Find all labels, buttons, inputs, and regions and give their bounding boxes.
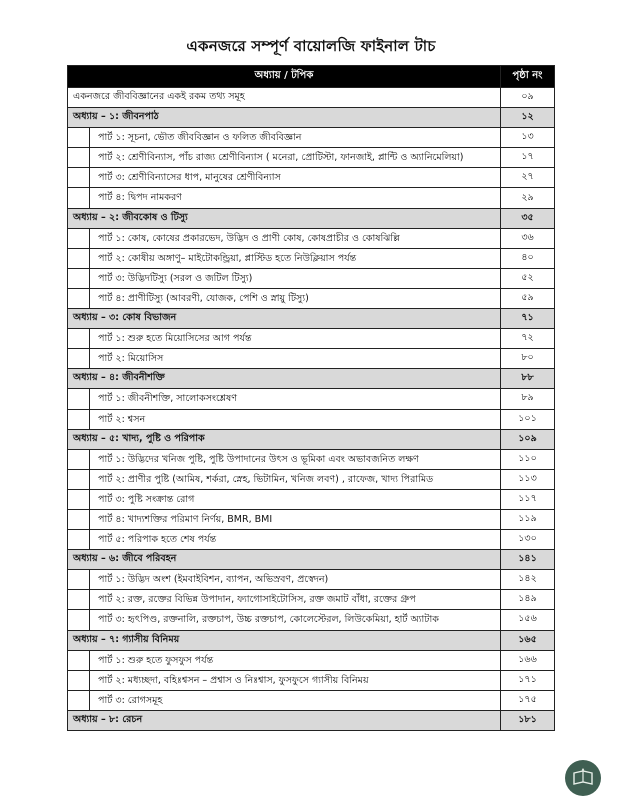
book-emblem-icon — [565, 760, 601, 796]
page-number: ৩৫ — [501, 208, 555, 228]
topic-label: পার্ট ২: প্রাণীর পুষ্টি (আমিষ, শর্করা, স্নেহ, ভিটামিন, খনিজ লবণ) , রাফেজ, খাদ্য পিরামিড — [98, 473, 434, 485]
topic-cell — [68, 128, 501, 148]
topic-label: পার্ট ৪: খাদ্যশক্তির পরিমাণ নির্ণয়, BMR, BMI — [98, 513, 273, 525]
part-row — [68, 530, 555, 550]
toc-body — [68, 88, 555, 731]
page-number: ১০১ — [501, 409, 555, 429]
topic-cell — [68, 309, 501, 329]
indent-spacer — [68, 269, 90, 288]
page-number: ২৯ — [501, 188, 555, 208]
topic-label: পার্ট ২: কোষীয় অঙ্গাণু– মাইটোকন্ড্রিয়া, প্লাস্টিড হতে নিউক্লিয়াস পর্যন্ত — [98, 252, 357, 264]
topic-label: পার্ট ১: জীবনীশক্তি, সালোকসংশ্লেষণ — [98, 393, 237, 405]
page-number: ৭১ — [501, 309, 555, 329]
topic-label: পার্ট ৩: উদ্ভিদটিস্যু (সরল ও জটিল টিস্যু) — [98, 272, 253, 284]
indent-spacer — [68, 570, 90, 589]
indent-spacer — [68, 229, 90, 248]
part-row — [68, 469, 555, 489]
part-row — [68, 489, 555, 509]
indent-spacer — [68, 410, 90, 429]
topic-label: পার্ট ১: সূচনা, ভৌত জীববিজ্ঞান ও ফলিত জীববিজ্ঞান — [98, 132, 302, 144]
part-row — [68, 168, 555, 188]
page-number: ১৪১ — [501, 550, 555, 570]
part-row — [68, 670, 555, 690]
indent-spacer — [68, 691, 90, 710]
part-row — [68, 188, 555, 208]
page-title: একনজরে সম্পূর্ণ বায়োলজি ফাইনাল টাচ — [186, 37, 436, 55]
topic-label: একনজরে জীববিজ্ঞানের একই রকম তথ্য সমূহ — [73, 91, 245, 103]
indent-spacer — [68, 671, 90, 690]
topic-label: পার্ট ৫: পরিপাক হতে শেষ পর্যন্ত — [98, 534, 217, 546]
page-number: ১৬৬ — [501, 650, 555, 670]
page-number: ৭২ — [501, 329, 555, 349]
topic-cell — [68, 590, 501, 610]
part-row — [68, 590, 555, 610]
topic-cell — [68, 268, 501, 288]
part-row — [68, 288, 555, 308]
indent-spacer — [68, 470, 90, 489]
topic-label: পার্ট ২: শ্রেণীবিন্যাস, পাঁচ রাজ্য শ্রেণীবিন্যাস ( মনেরা, প্রোটিস্টা, ফানজাই, প্লান্টি ও অ্যানিমেলিয়া) — [98, 152, 464, 164]
chapter-row — [68, 208, 555, 228]
topic-cell — [68, 88, 501, 108]
topic-cell — [68, 469, 501, 489]
topic-cell — [68, 630, 501, 650]
page-number: ১৭ — [501, 148, 555, 168]
indent-spacer — [68, 168, 90, 187]
page-number: ৮৮ — [501, 369, 555, 389]
topic-cell — [68, 650, 501, 670]
page-number: ১১৭ — [501, 489, 555, 509]
indent-spacer — [68, 188, 90, 207]
chapter-row — [68, 550, 555, 570]
chapter-row — [68, 630, 555, 650]
indent-spacer — [68, 389, 90, 408]
page-number: ২৭ — [501, 168, 555, 188]
part-row — [68, 570, 555, 590]
topic-cell — [68, 389, 501, 409]
page-number: ১৫৬ — [501, 610, 555, 630]
topic-label: পার্ট ১: শুরু হতে ফুসফুস পর্যন্ত — [98, 654, 214, 666]
page-number: ১৭৫ — [501, 690, 555, 710]
page-number: ১১৩ — [501, 469, 555, 489]
part-row — [68, 389, 555, 409]
chapter-label: অধ্যায় – ৪: জীবনীশক্তি — [73, 372, 165, 384]
part-row — [68, 148, 555, 168]
page-number: ১২ — [501, 108, 555, 128]
topic-cell — [68, 509, 501, 529]
page-number: ৮৯ — [501, 389, 555, 409]
part-row — [68, 268, 555, 288]
topic-label: পার্ট ৩: পুষ্টি সংক্রান্ত রোগ — [98, 493, 195, 505]
chapter-label: অধ্যায় – ৫: খাদ্য, পুষ্টি ও পরিপাক — [73, 432, 205, 444]
topic-cell — [68, 148, 501, 168]
part-row — [68, 228, 555, 248]
topic-label: পার্ট ১: কোষ, কোষের প্রকারভেদ, উদ্ভিদ ও প্রাণী কোষ, কোষপ্রাচীর ও কোষঝিল্লি — [98, 232, 400, 244]
topic-label: পার্ট ৩: রোগসমূহ — [98, 694, 163, 706]
page-number: ০৯ — [501, 88, 555, 108]
page-number: ৪০ — [501, 248, 555, 268]
topic-cell — [68, 349, 501, 369]
page-number: ১১৯ — [501, 509, 555, 529]
topic-cell — [68, 108, 501, 128]
chapter-row — [68, 710, 555, 730]
table-header-row — [68, 66, 555, 88]
page-number: ১৪২ — [501, 570, 555, 590]
topic-cell — [68, 248, 501, 268]
page-number: ১১০ — [501, 449, 555, 469]
indent-spacer — [68, 329, 90, 348]
page-number: ৩৬ — [501, 228, 555, 248]
topic-label: পার্ট ২: শ্বসন — [98, 413, 146, 425]
topic-cell — [68, 570, 501, 590]
part-row — [68, 690, 555, 710]
part-row — [68, 509, 555, 529]
chapter-label: অধ্যায় – ৬: জীবে পরিবহন — [73, 553, 177, 565]
topic-label: পার্ট ১: উদ্ভিদ অংশ (ইমবাইবিশন, ব্যাপন, অভিস্রবণ, প্রস্বেদন) — [98, 574, 329, 586]
topic-cell — [68, 489, 501, 509]
page-number: ১৩ — [501, 128, 555, 148]
topic-cell — [68, 530, 501, 550]
part-row — [68, 248, 555, 268]
topic-cell — [68, 228, 501, 248]
indent-spacer — [68, 289, 90, 308]
chapter-label: অধ্যায় – ২: জীবকোষ ও টিস্যু — [73, 211, 188, 223]
topic-cell — [68, 409, 501, 429]
part-row — [68, 128, 555, 148]
indent-spacer — [68, 128, 90, 147]
topic-label: পার্ট ২: মিয়োসিস — [98, 353, 164, 365]
chapter-row — [68, 309, 555, 329]
page-number: ১৩০ — [501, 530, 555, 550]
topic-cell — [68, 369, 501, 389]
topic-label: পার্ট ১: উদ্ভিদের খনিজ পুষ্টি, পুষ্টি উপাদানের উৎস ও ভূমিকা এবং অভাবজনিত লক্ষণ — [98, 453, 419, 465]
chapter-row — [68, 429, 555, 449]
indent-spacer — [68, 450, 90, 469]
topic-label: পার্ট ৩: শ্রেণীবিন্যাসের ধাপ, মানুষের শ্রেণীবিন্যাস — [98, 172, 281, 184]
topic-cell — [68, 429, 501, 449]
topic-cell — [68, 710, 501, 730]
indent-spacer — [68, 349, 90, 368]
topic-cell — [68, 329, 501, 349]
chapter-row — [68, 369, 555, 389]
page-number: ৫২ — [501, 268, 555, 288]
chapter-label: অধ্যায় – ৭: গ্যাসীয় বিনিময় — [73, 633, 180, 645]
topic-cell — [68, 670, 501, 690]
indent-spacer — [68, 590, 90, 609]
toc-table — [67, 65, 555, 731]
part-row — [68, 349, 555, 369]
chapter-label: অধ্যায় – ৮: রেচন — [73, 713, 143, 725]
chapter-label: অধ্যায় – ৩: কোষ বিভাজন — [73, 312, 177, 324]
topic-label: পার্ট ৪: দ্বিপদ নামকরণ — [98, 192, 182, 204]
header-topic: অধ্যায় / টপিক — [68, 66, 501, 88]
topic-label: পার্ট ৩: হৃৎপিণ্ড, রক্তনালি, রক্তচাপ, উচ্চ রক্তচাপ, কোলেস্টেরল, লিউকেমিয়া, হার্ট অ্যাটাক — [98, 614, 439, 626]
chapter-label: অধ্যায় – ১: জীবনপাঠ — [73, 111, 159, 123]
topic-label: পার্ট ২: মধ্যচ্ছদা, বহিঃশ্বসন – প্রশ্বাস ও নিঃশ্বাস, ফুসফুসে গ্যাসীয় বিনিময় — [98, 674, 369, 686]
topic-cell — [68, 188, 501, 208]
indent-spacer — [68, 148, 90, 167]
topic-cell — [68, 168, 501, 188]
topic-cell — [68, 208, 501, 228]
indent-spacer — [68, 530, 90, 549]
indent-spacer — [68, 610, 90, 629]
indent-spacer — [68, 510, 90, 529]
part-row — [68, 610, 555, 630]
topic-cell — [68, 550, 501, 570]
indent-spacer — [68, 249, 90, 268]
topic-cell — [68, 610, 501, 630]
part-row — [68, 329, 555, 349]
page-number: ১৪৯ — [501, 590, 555, 610]
page-number: ১৭১ — [501, 670, 555, 690]
page-number: ১৮১ — [501, 710, 555, 730]
page-number: ৫৯ — [501, 288, 555, 308]
page-number: ১৬৫ — [501, 630, 555, 650]
part-row — [68, 409, 555, 429]
header-page: পৃষ্ঠা নং — [501, 66, 555, 88]
indent-spacer — [68, 490, 90, 509]
topic-cell — [68, 690, 501, 710]
intro-row — [68, 88, 555, 108]
chapter-row — [68, 108, 555, 128]
indent-spacer — [68, 651, 90, 670]
topic-cell — [68, 449, 501, 469]
page-number: ১০৯ — [501, 429, 555, 449]
part-row — [68, 449, 555, 469]
topic-label: পার্ট ৪: প্রাণীটিস্যু (আবরণী, যোজক, পেশি ও স্নায়ু টিস্যু) — [98, 292, 309, 304]
book-emblem-glyph — [571, 766, 595, 790]
topic-cell — [68, 288, 501, 308]
part-row — [68, 650, 555, 670]
page-number: ৮০ — [501, 349, 555, 369]
topic-label: পার্ট ১: শুরু হতে মিয়োসিসের আগ পর্যন্ত — [98, 333, 252, 345]
topic-label: পার্ট ২: রক্ত, রক্তের বিভিন্ন উপাদান, ফ্যাগোসাইটোসিস, রক্ত জমাট বাঁধা, রক্তের গ্রুপ — [98, 594, 416, 606]
